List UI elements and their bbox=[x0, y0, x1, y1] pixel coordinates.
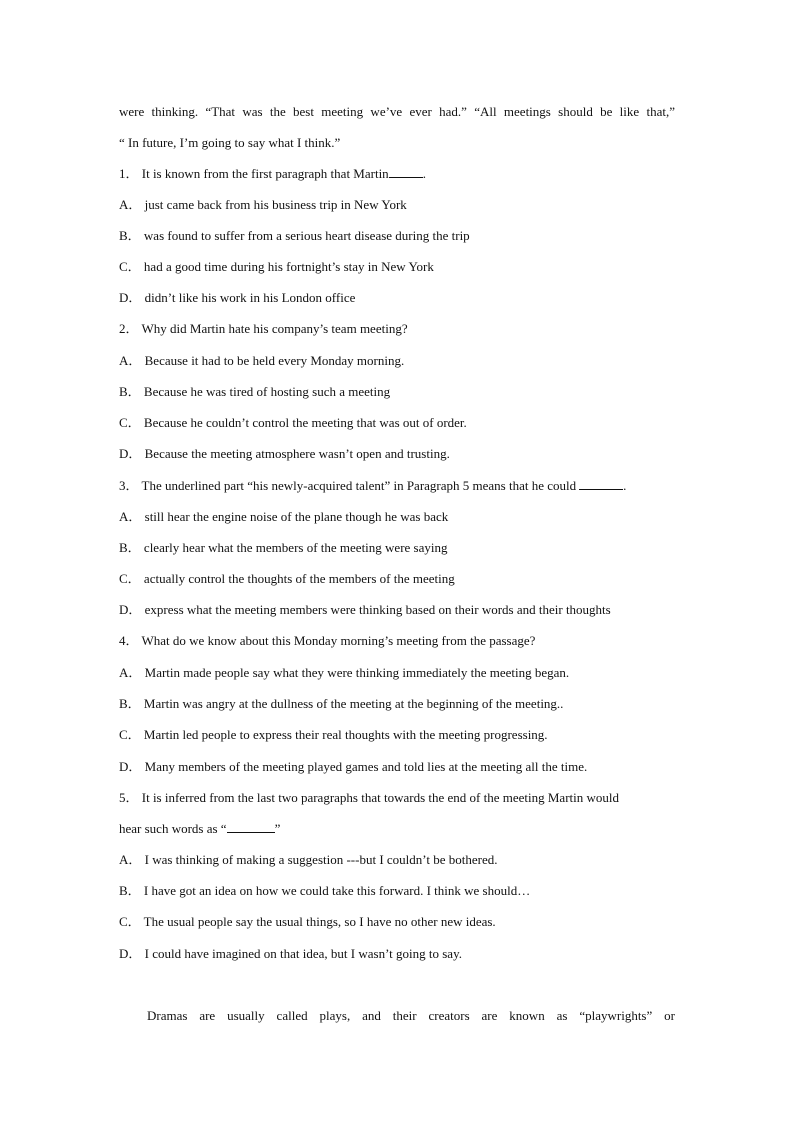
question-2-option-b: B． Because he was tired of hosting such a meeting bbox=[119, 384, 391, 399]
question-5-option-b: B． I have got an idea on how we could take this forward. I think we should… bbox=[119, 883, 531, 898]
question-2-option-c: C． Because he couldn’t control the meeting that was out of order. bbox=[119, 415, 467, 430]
question-4-option-a: A． Martin made people say what they were thinking immediately the meeting began. bbox=[119, 665, 570, 680]
answer-blank bbox=[579, 477, 623, 490]
question-5-option-c: C． The usual people say the usual things, so I have no other new ideas. bbox=[119, 914, 496, 929]
question-4-option-d: D． Many members of the meeting played games and told lies at the meeting all the time. bbox=[119, 759, 588, 774]
question-4-option-b: B． Martin was angry at the dullness of the meeting at the beginning of the meeting.. bbox=[119, 696, 564, 711]
question-4-stem: 4． What do we know about this Monday morning’s meeting from the passage? bbox=[119, 633, 536, 648]
question-5-option-d: D． I could have imagined on that idea, but I wasn’t going to say. bbox=[119, 946, 462, 961]
question-1-option-b: B． was found to suffer from a serious heart disease during the trip bbox=[119, 228, 470, 243]
question-1-stem: 1． It is known from the first paragraph that Martin . bbox=[119, 166, 426, 181]
question-1-option-a: A． just came back from his business trip in New York bbox=[119, 197, 407, 212]
question-1-option-c: C． had a good time during his fortnight’s stay in New York bbox=[119, 259, 434, 274]
question-5-option-a: A． I was thinking of making a suggestion ---but I couldn’t be bothered. bbox=[119, 852, 498, 867]
passage-line: “ In future, I’m going to say what I think.” bbox=[119, 135, 341, 150]
question-1-option-d: D． didn’t like his work in his London office bbox=[119, 290, 356, 305]
question-5-stem-continued: hear such words as “ ” bbox=[119, 821, 281, 836]
question-3-option-b: B． clearly hear what the members of the meeting were saying bbox=[119, 540, 448, 555]
question-2-stem: 2． Why did Martin hate his company’s team meeting? bbox=[119, 321, 408, 336]
question-3-option-d: D． express what the meeting members were thinking based on their words and their thoughts bbox=[119, 602, 611, 617]
question-3-option-c: C． actually control the thoughts of the members of the meeting bbox=[119, 571, 455, 586]
answer-blank bbox=[227, 820, 275, 833]
question-2-option-d: D． Because the meeting atmosphere wasn’t open and trusting. bbox=[119, 446, 450, 461]
answer-blank bbox=[389, 165, 423, 178]
next-passage-line: Dramas are usually called plays, and their creators are known as “playwrights” or bbox=[147, 1008, 675, 1023]
question-5-stem: 5． It is inferred from the last two paragraphs that towards the end of the meeting Martin would bbox=[119, 790, 620, 805]
question-4-option-c: C． Martin led people to express their real thoughts with the meeting progressing. bbox=[119, 727, 548, 742]
passage-line: were thinking. “That was the best meeting we’ve ever had.” “All meetings should be like that,” bbox=[119, 104, 675, 119]
question-2-option-a: A． Because it had to be held every Monday morning. bbox=[119, 353, 405, 368]
question-3-option-a: A． still hear the engine noise of the plane though he was back bbox=[119, 509, 449, 524]
question-3-stem: 3． The underlined part “his newly-acquired talent” in Paragraph 5 means that he could . bbox=[119, 478, 627, 493]
